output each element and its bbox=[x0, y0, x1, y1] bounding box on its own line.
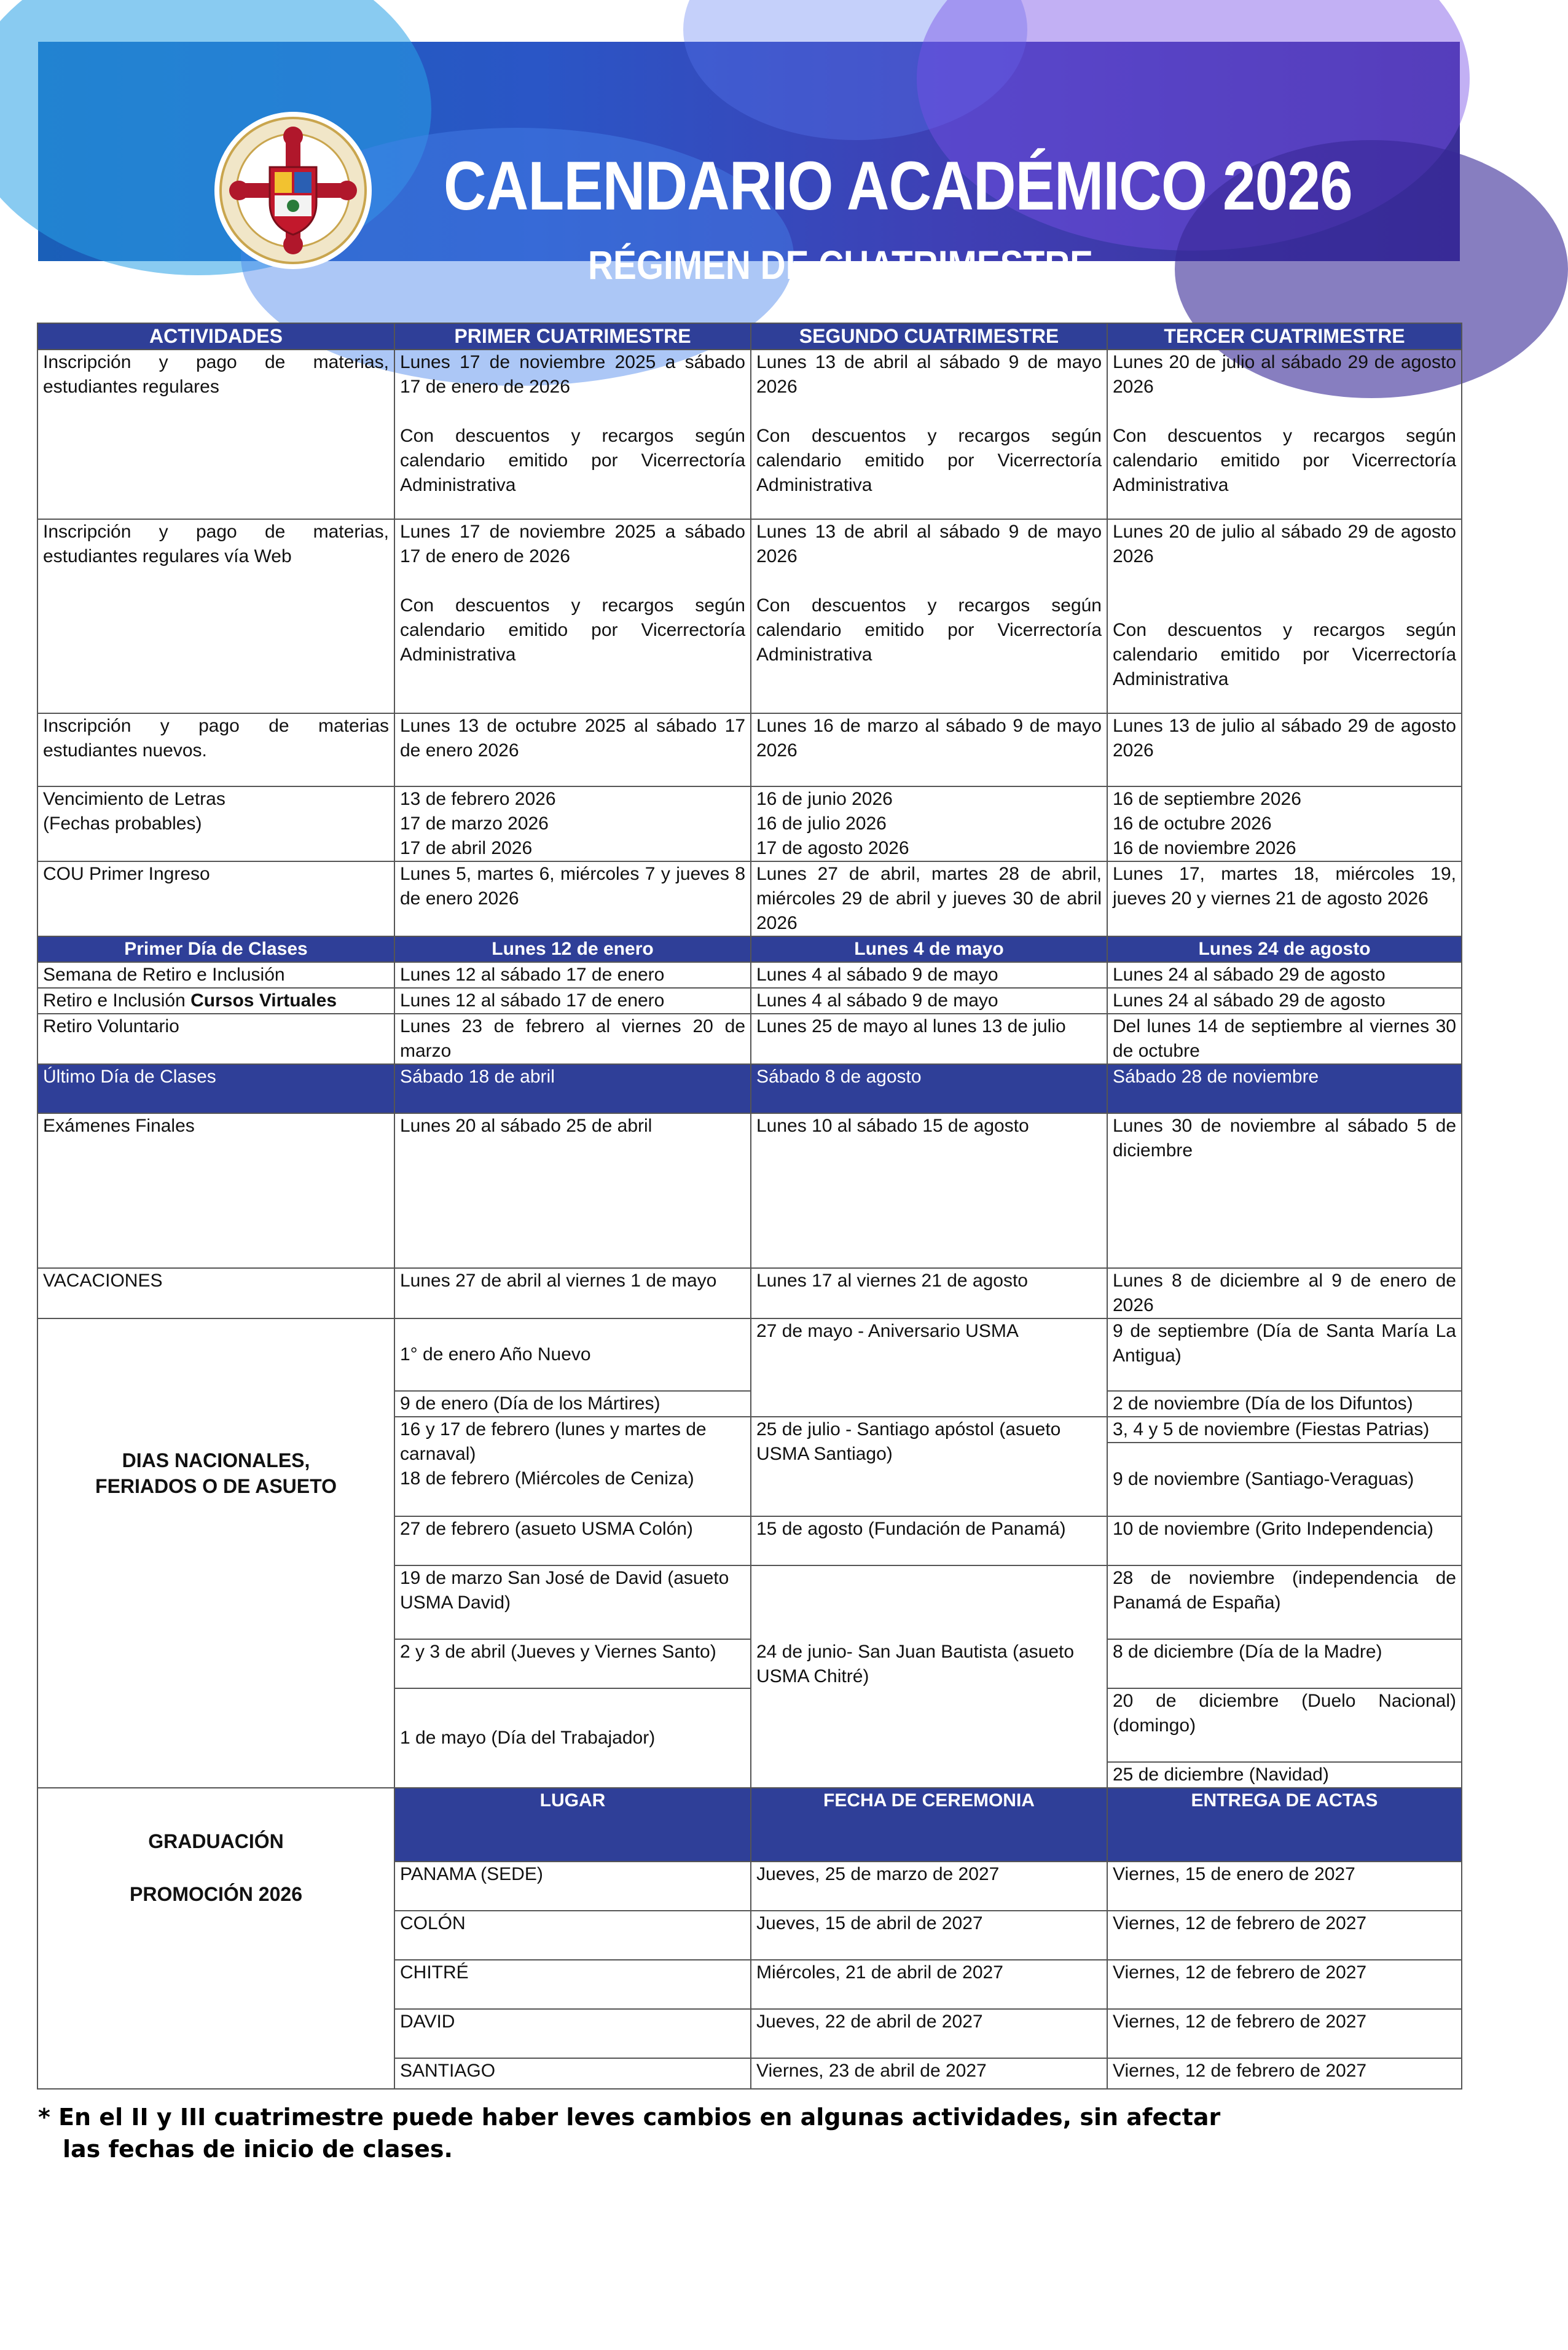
graduation-place: PANAMA (SEDE) bbox=[394, 1862, 751, 1911]
holiday-cell: 9 de septiembre (Día de Santa María La Antigua) bbox=[1107, 1318, 1462, 1391]
period-cell: Sábado 28 de noviembre bbox=[1107, 1064, 1462, 1113]
cell-text: Lunes 13 de abril al sábado 9 de mayo 2026 bbox=[756, 522, 1102, 566]
period-cell: Del lunes 14 de septiembre al viernes 30 de octubre bbox=[1107, 1014, 1462, 1064]
period-cell: Lunes 4 de mayo bbox=[751, 936, 1107, 962]
period-cell bbox=[394, 519, 751, 713]
graduation-date: Miércoles, 21 de abril de 2027 bbox=[751, 1960, 1107, 2009]
cell-text: Vencimiento de Letras bbox=[43, 789, 225, 809]
table-row bbox=[37, 1113, 1462, 1268]
period-cell: Lunes 10 al sábado 15 de agosto bbox=[751, 1113, 1107, 1268]
graduation-actas: Viernes, 15 de enero de 2027 bbox=[1107, 1862, 1462, 1911]
activity-cell: VACACIONES bbox=[37, 1268, 394, 1318]
period-cell bbox=[1107, 519, 1462, 713]
cell-text: Lunes 20 de julio al sábado 29 de agosto 2026 bbox=[1113, 352, 1456, 397]
holiday-cell: 19 de marzo San José de David (asueto USMA David) bbox=[394, 1565, 751, 1639]
graduation-header-row bbox=[37, 1788, 1462, 1862]
header-banner bbox=[38, 42, 1460, 288]
period-cell bbox=[1107, 350, 1462, 519]
graduation-column-header: FECHA DE CEREMONIA bbox=[751, 1788, 1107, 1862]
period-cell: Lunes 4 al sábado 9 de mayo bbox=[751, 988, 1107, 1014]
period-cell: Lunes 17 al viernes 21 de agosto bbox=[751, 1268, 1107, 1318]
period-cell bbox=[1107, 786, 1462, 861]
period-cell: Lunes 13 de julio al sábado 29 de agosto 2026 bbox=[1107, 713, 1462, 786]
table-row bbox=[37, 1268, 1462, 1318]
period-cell: Lunes 25 de mayo al lunes 13 de julio bbox=[751, 1014, 1107, 1064]
period-cell: Lunes 27 de abril al viernes 1 de mayo bbox=[394, 1268, 751, 1318]
cell-text: Lunes 13 de abril al sábado 9 de mayo 2026 bbox=[756, 352, 1102, 397]
holiday-cell: 1° de enero Año Nuevo bbox=[394, 1318, 751, 1391]
period-cell: Lunes 24 al sábado 29 de agosto bbox=[1107, 988, 1462, 1014]
period-cell: Lunes 27 de abril, martes 28 de abril, miércoles 29 de abril y jueves 30 de abril 2026 bbox=[751, 861, 1107, 936]
page-subtitle: RÉGIMEN DE CUATRIMESTRE bbox=[588, 242, 1093, 288]
period-cell: Sábado 18 de abril bbox=[394, 1064, 751, 1113]
activity-cell: COU Primer Ingreso bbox=[37, 861, 394, 936]
graduation-column-header: ENTREGA DE ACTAS bbox=[1107, 1788, 1462, 1862]
activity-cell: Semana de Retiro e Inclusión bbox=[37, 962, 394, 988]
holiday-cell bbox=[394, 1417, 751, 1516]
holiday-cell: 25 de diciembre (Navidad) bbox=[1107, 1762, 1462, 1788]
cell-text: (Fechas probables) bbox=[43, 813, 202, 834]
graduation-date: Jueves, 15 de abril de 2027 bbox=[751, 1911, 1107, 1960]
university-seal-icon bbox=[213, 111, 373, 270]
period-cell: Lunes 16 de marzo al sábado 9 de mayo 2026 bbox=[751, 713, 1107, 786]
activity-cell: Inscripción y pago de materias, estudiantes regulares vía Web bbox=[37, 519, 394, 713]
activity-cell: Inscripción y pago de materias, estudiantes regulares bbox=[37, 350, 394, 519]
activity-cell: Exámenes Finales bbox=[37, 1113, 394, 1268]
period-cell: Lunes 17, martes 18, miércoles 19, jueves 20 y viernes 21 de agosto 2026 bbox=[1107, 861, 1462, 936]
table-header-row bbox=[37, 323, 1462, 350]
footnote-line: * En el II y III cuatrimestre puede haber leves cambios en algunas actividades, sin afectar bbox=[38, 2104, 1221, 2131]
column-header-segundo: SEGUNDO CUATRIMESTRE bbox=[751, 323, 1107, 350]
column-header-tercer: TERCER CUATRIMESTRE bbox=[1107, 323, 1462, 350]
period-cell bbox=[394, 786, 751, 861]
footnote bbox=[38, 2101, 1220, 2165]
period-cell bbox=[751, 350, 1107, 519]
holiday-cell: 10 de noviembre (Grito Independencia) bbox=[1107, 1516, 1462, 1565]
holiday-cell: 1 de mayo (Día del Trabajador) bbox=[394, 1688, 751, 1788]
holiday-cell: 9 de enero (Día de los Mártires) bbox=[394, 1391, 751, 1417]
cell-text: Con descuentos y recargos según calendario emitido por Vicerrectoría Administrativa bbox=[400, 426, 745, 495]
graduation-column-header: LUGAR bbox=[394, 1788, 751, 1862]
graduation-date: Viernes, 23 de abril de 2027 bbox=[751, 2058, 1107, 2089]
table-row bbox=[37, 962, 1462, 988]
graduation-date: Jueves, 22 de abril de 2027 bbox=[751, 2009, 1107, 2058]
period-cell: Lunes 24 de agosto bbox=[1107, 936, 1462, 962]
cell-text: 16 de octubre 2026 bbox=[1113, 813, 1272, 834]
cell-text: 16 de julio 2026 bbox=[756, 813, 887, 834]
period-cell: Lunes 5, martes 6, miércoles 7 y jueves 8 de enero 2026 bbox=[394, 861, 751, 936]
table-row bbox=[37, 350, 1462, 519]
table-row bbox=[37, 786, 1462, 861]
period-cell: Lunes 12 de enero bbox=[394, 936, 751, 962]
graduation-actas: Viernes, 12 de febrero de 2027 bbox=[1107, 2009, 1462, 2058]
cell-text: Con descuentos y recargos según calendario emitido por Vicerrectoría Administrativa bbox=[756, 426, 1102, 495]
holiday-cell: 2 de noviembre (Día de los Difuntos) bbox=[1107, 1391, 1462, 1417]
period-cell: Lunes 20 al sábado 25 de abril bbox=[394, 1113, 751, 1268]
graduation-place: COLÓN bbox=[394, 1911, 751, 1960]
cell-text: Con descuentos y recargos según calendario emitido por Vicerrectoría Administrativa bbox=[400, 595, 745, 665]
graduation-actas: Viernes, 12 de febrero de 2027 bbox=[1107, 1911, 1462, 1960]
holiday-cell: 3, 4 y 5 de noviembre (Fiestas Patrias) bbox=[1107, 1417, 1462, 1443]
table-row-highlight bbox=[37, 936, 1462, 962]
period-cell: Lunes 12 al sábado 17 de enero bbox=[394, 988, 751, 1014]
feriados-label bbox=[37, 1318, 394, 1788]
page-title: CALENDARIO ACADÉMICO 2026 bbox=[444, 147, 1352, 224]
cell-text: Con descuentos y recargos según calendario emitido por Vicerrectoría Administrativa bbox=[1113, 426, 1456, 495]
period-cell: Lunes 4 al sábado 9 de mayo bbox=[751, 962, 1107, 988]
cell-text: 18 de febrero (Miércoles de Ceniza) bbox=[400, 1468, 694, 1489]
column-header-actividades: ACTIVIDADES bbox=[37, 323, 394, 350]
graduation-place: SANTIAGO bbox=[394, 2058, 751, 2089]
graduation-place: CHITRÉ bbox=[394, 1960, 751, 2009]
cell-text: Lunes 17 de noviembre 2025 a sábado 17 de enero de 2026 bbox=[400, 352, 745, 397]
table-row-highlight bbox=[37, 1064, 1462, 1113]
holiday-cell: 15 de agosto (Fundación de Panamá) bbox=[751, 1516, 1107, 1565]
period-cell: Lunes 24 al sábado 29 de agosto bbox=[1107, 962, 1462, 988]
cell-text: PROMOCIÓN 2026 bbox=[130, 1883, 302, 1905]
period-cell bbox=[394, 350, 751, 519]
activity-cell: Último Día de Clases bbox=[37, 1064, 394, 1113]
holiday-cell: 25 de julio - Santiago apóstol (asueto USMA Santiago) bbox=[751, 1417, 1107, 1516]
holiday-cell: 9 de noviembre (Santiago-Veraguas) bbox=[1107, 1443, 1462, 1516]
holiday-cell: 27 de mayo - Aniversario USMA bbox=[751, 1318, 1107, 1417]
graduation-label bbox=[37, 1788, 394, 2089]
activity-cell: Primer Día de Clases bbox=[37, 936, 394, 962]
cell-text: 17 de abril 2026 bbox=[400, 838, 533, 858]
table-row bbox=[37, 988, 1462, 1014]
graduation-date: Jueves, 25 de marzo de 2027 bbox=[751, 1862, 1107, 1911]
cell-text: FERIADOS O DE ASUETO bbox=[95, 1475, 337, 1497]
cell-text: Lunes 17 de noviembre 2025 a sábado 17 de enero de 2026 bbox=[400, 522, 745, 566]
period-cell bbox=[751, 519, 1107, 713]
cell-text: Retiro e Inclusión bbox=[43, 990, 191, 1011]
graduation-actas: Viernes, 12 de febrero de 2027 bbox=[1107, 2058, 1462, 2089]
table-row bbox=[37, 1318, 1462, 1391]
cell-text: 13 de febrero 2026 bbox=[400, 789, 556, 809]
cell-text: 16 de noviembre 2026 bbox=[1113, 838, 1296, 858]
holiday-cell: 2 y 3 de abril (Jueves y Viernes Santo) bbox=[394, 1639, 751, 1688]
period-cell: Lunes 30 de noviembre al sábado 5 de diciembre bbox=[1107, 1113, 1462, 1268]
calendar-table bbox=[37, 323, 1462, 2090]
activity-cell bbox=[37, 988, 394, 1014]
activity-cell: Inscripción y pago de materias estudiantes nuevos. bbox=[37, 713, 394, 786]
holiday-cell: 24 de junio- San Juan Bautista (asueto USMA Chitré) bbox=[751, 1565, 1107, 1788]
cell-text: Con descuentos y recargos según calendario emitido por Vicerrectoría Administrativa bbox=[1113, 620, 1456, 689]
footnote-line: las fechas de inicio de clases. bbox=[63, 2136, 453, 2163]
activity-cell: Retiro Voluntario bbox=[37, 1014, 394, 1064]
cell-text: 17 de agosto 2026 bbox=[756, 838, 909, 858]
period-cell: Sábado 8 de agosto bbox=[751, 1064, 1107, 1113]
holiday-cell: 20 de diciembre (Duelo Nacional) (domingo) bbox=[1107, 1688, 1462, 1762]
holiday-cell: 28 de noviembre (independencia de Panamá de España) bbox=[1107, 1565, 1462, 1639]
cell-text: 17 de marzo 2026 bbox=[400, 813, 549, 834]
cell-text: Lunes 20 de julio al sábado 29 de agosto 2026 bbox=[1113, 522, 1456, 566]
holiday-cell: 27 de febrero (asueto USMA Colón) bbox=[394, 1516, 751, 1565]
cell-text: Con descuentos y recargos según calendario emitido por Vicerrectoría Administrativa bbox=[756, 595, 1102, 665]
period-cell: Lunes 8 de diciembre al 9 de enero de 2026 bbox=[1107, 1268, 1462, 1318]
table-row bbox=[37, 861, 1462, 936]
table-row bbox=[37, 519, 1462, 713]
table-row bbox=[37, 1014, 1462, 1064]
period-cell: Lunes 23 de febrero al viernes 20 de marzo bbox=[394, 1014, 751, 1064]
cell-text: 16 y 17 de febrero (lunes y martes de carnaval) bbox=[400, 1419, 707, 1464]
period-cell: Lunes 13 de octubre 2025 al sábado 17 de enero 2026 bbox=[394, 713, 751, 786]
activity-cell bbox=[37, 786, 394, 861]
table-row bbox=[37, 713, 1462, 786]
graduation-place: DAVID bbox=[394, 2009, 751, 2058]
graduation-actas: Viernes, 12 de febrero de 2027 bbox=[1107, 1960, 1462, 2009]
cell-text-bold: Cursos Virtuales bbox=[190, 990, 337, 1011]
holiday-cell: 8 de diciembre (Día de la Madre) bbox=[1107, 1639, 1462, 1688]
period-cell bbox=[751, 786, 1107, 861]
column-header-primer: PRIMER CUATRIMESTRE bbox=[394, 323, 751, 350]
cell-text: DIAS NACIONALES, bbox=[122, 1449, 310, 1471]
cell-text: GRADUACIÓN bbox=[148, 1830, 284, 1852]
cell-text: 16 de junio 2026 bbox=[756, 789, 893, 809]
period-cell: Lunes 12 al sábado 17 de enero bbox=[394, 962, 751, 988]
cell-text: 16 de septiembre 2026 bbox=[1113, 789, 1301, 809]
